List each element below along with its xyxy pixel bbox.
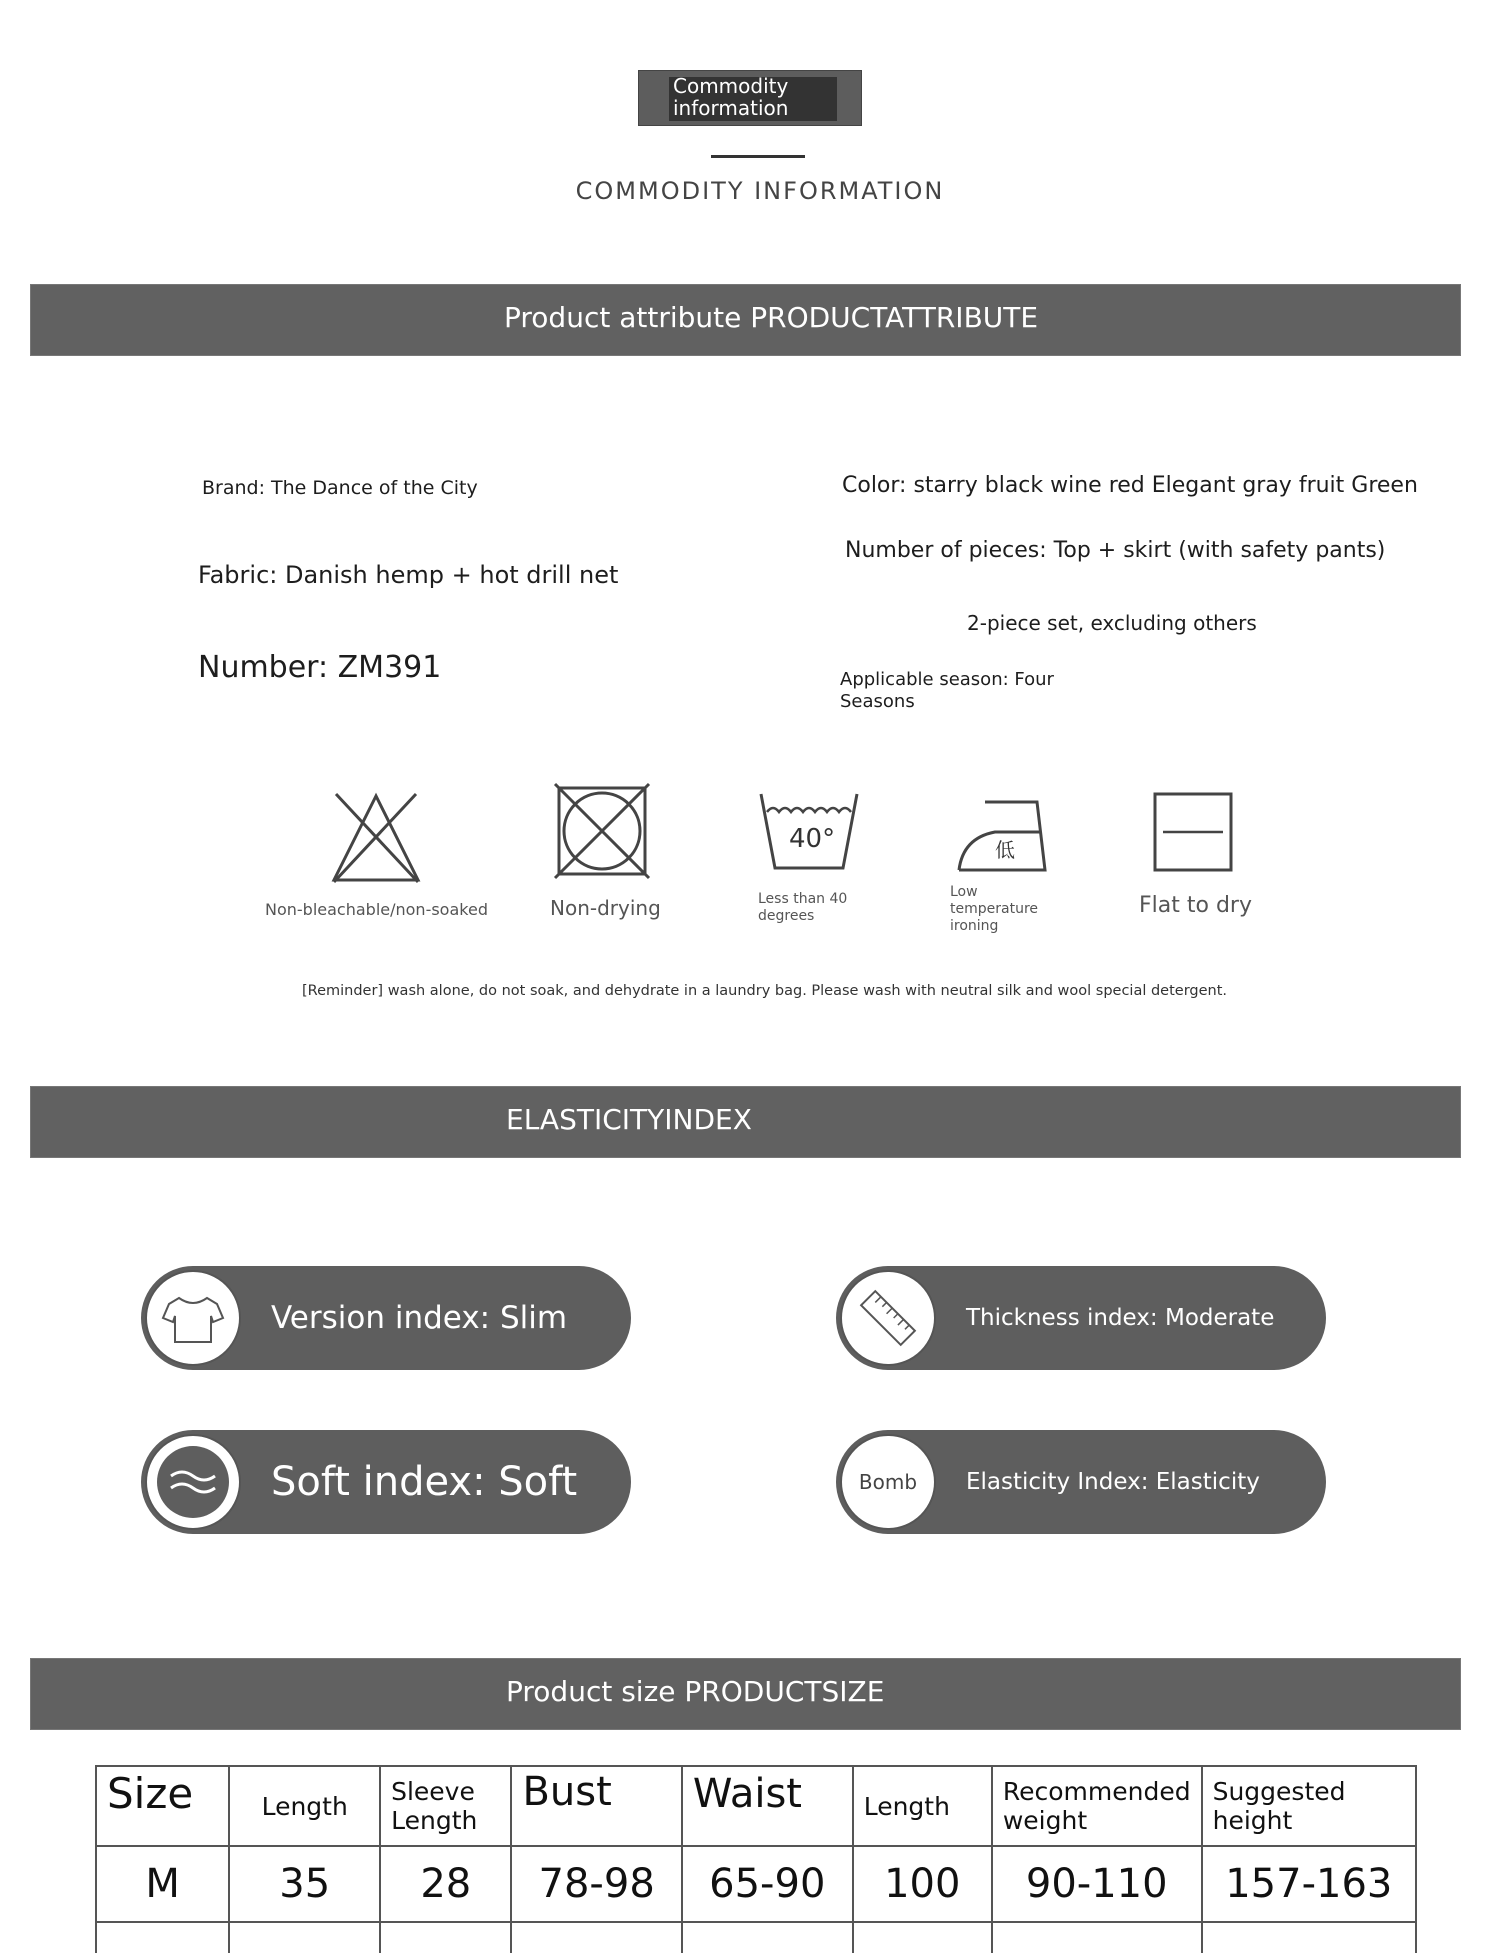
section-bar-attribute xyxy=(30,284,1461,356)
header-waist: Waist xyxy=(682,1766,853,1846)
elasticity-index-pill xyxy=(836,1430,1326,1534)
attr-brand: Brand: The Dance of the City xyxy=(202,477,478,499)
wave-icon xyxy=(145,1434,241,1530)
header-sleeve-length: Sleeve Length xyxy=(380,1766,511,1846)
care-label-iron-low: Low temperature ironing xyxy=(950,884,1038,934)
header-length: Length xyxy=(229,1766,380,1846)
bomb-icon-text: Bomb xyxy=(858,1470,918,1494)
section-title-attribute: Product attribute PRODUCTATTRIBUTE xyxy=(504,301,1039,334)
care-reminder: [Reminder] wash alone, do not soak, and dehydrate in a laundry bag. Please wash with neutral silk and wool special detergent. xyxy=(302,983,1228,999)
ruler-icon xyxy=(840,1270,936,1366)
commodity-badge xyxy=(638,70,862,126)
care-label-wash-40: Less than 40 degrees xyxy=(758,891,848,924)
elasticity-index-label: Elasticity Index: Elasticity xyxy=(966,1469,1260,1495)
dry-flat-icon xyxy=(1153,792,1233,877)
header-bust: Bust xyxy=(511,1766,681,1846)
section-bar-elasticity xyxy=(30,1086,1461,1158)
attr-season: Applicable season: Four Seasons xyxy=(840,669,1054,712)
wash-40-icon xyxy=(757,790,861,877)
section-bar-size xyxy=(30,1658,1461,1730)
attr-number: Number: ZM391 xyxy=(198,650,442,685)
commodity-badge-text: Commodity information xyxy=(673,74,789,120)
thickness-index-label: Thickness index: Moderate xyxy=(966,1305,1275,1331)
care-label-dry-flat: Flat to dry xyxy=(1139,893,1252,918)
cell-weight: 90-110 xyxy=(992,1846,1202,1922)
header-size: Size xyxy=(96,1766,229,1846)
cell-waist: 65-90 xyxy=(682,1846,853,1922)
bomb-icon xyxy=(840,1434,936,1530)
attr-set: 2-piece set, excluding others xyxy=(967,611,1257,635)
header-height: Suggested height xyxy=(1202,1766,1416,1846)
soft-index-label: Soft index: Soft xyxy=(271,1459,578,1505)
cell-length: 35 xyxy=(229,1846,380,1922)
thickness-index-pill xyxy=(836,1266,1326,1370)
wash-40-text: 40° xyxy=(789,824,836,854)
iron-low-icon xyxy=(955,798,1049,879)
cell-length-2: 100 xyxy=(853,1846,992,1922)
table-row xyxy=(96,1846,1416,1922)
attr-color: Color: starry black wine red Elegant gray fruit Green xyxy=(842,473,1418,498)
size-table-header xyxy=(96,1766,1416,1846)
table-row-partial xyxy=(96,1922,1416,1953)
header-divider xyxy=(711,155,805,158)
header-weight: Recommended weight xyxy=(992,1766,1202,1846)
tshirt-icon xyxy=(145,1270,241,1366)
cell-bust: 78-98 xyxy=(511,1846,681,1922)
no-tumble-dry-icon xyxy=(553,782,651,885)
care-label-no-dry: Non-drying xyxy=(550,896,661,920)
cell-size: M xyxy=(96,1846,229,1922)
section-title-size: Product size PRODUCTSIZE xyxy=(506,1675,885,1708)
care-label-no-bleach: Non-bleachable/non-soaked xyxy=(265,900,488,919)
attr-pieces: Number of pieces: Top + skirt (with safety pants) xyxy=(845,538,1386,563)
cell-sleeve: 28 xyxy=(380,1846,511,1922)
cell-height: 157-163 xyxy=(1202,1846,1416,1922)
version-index-pill xyxy=(141,1266,631,1370)
version-index-label: Version index: Slim xyxy=(271,1300,568,1336)
section-title-elasticity: ELASTICITYINDEX xyxy=(506,1103,752,1136)
iron-low-text: 低 xyxy=(995,838,1015,862)
header-length-2: Length xyxy=(853,1766,992,1846)
size-table xyxy=(95,1765,1417,1953)
attr-fabric: Fabric: Danish hemp + hot drill net xyxy=(198,561,619,589)
soft-index-pill xyxy=(141,1430,631,1534)
no-bleach-icon xyxy=(328,790,424,891)
commodity-subtitle: COMMODITY INFORMATION xyxy=(575,177,945,205)
